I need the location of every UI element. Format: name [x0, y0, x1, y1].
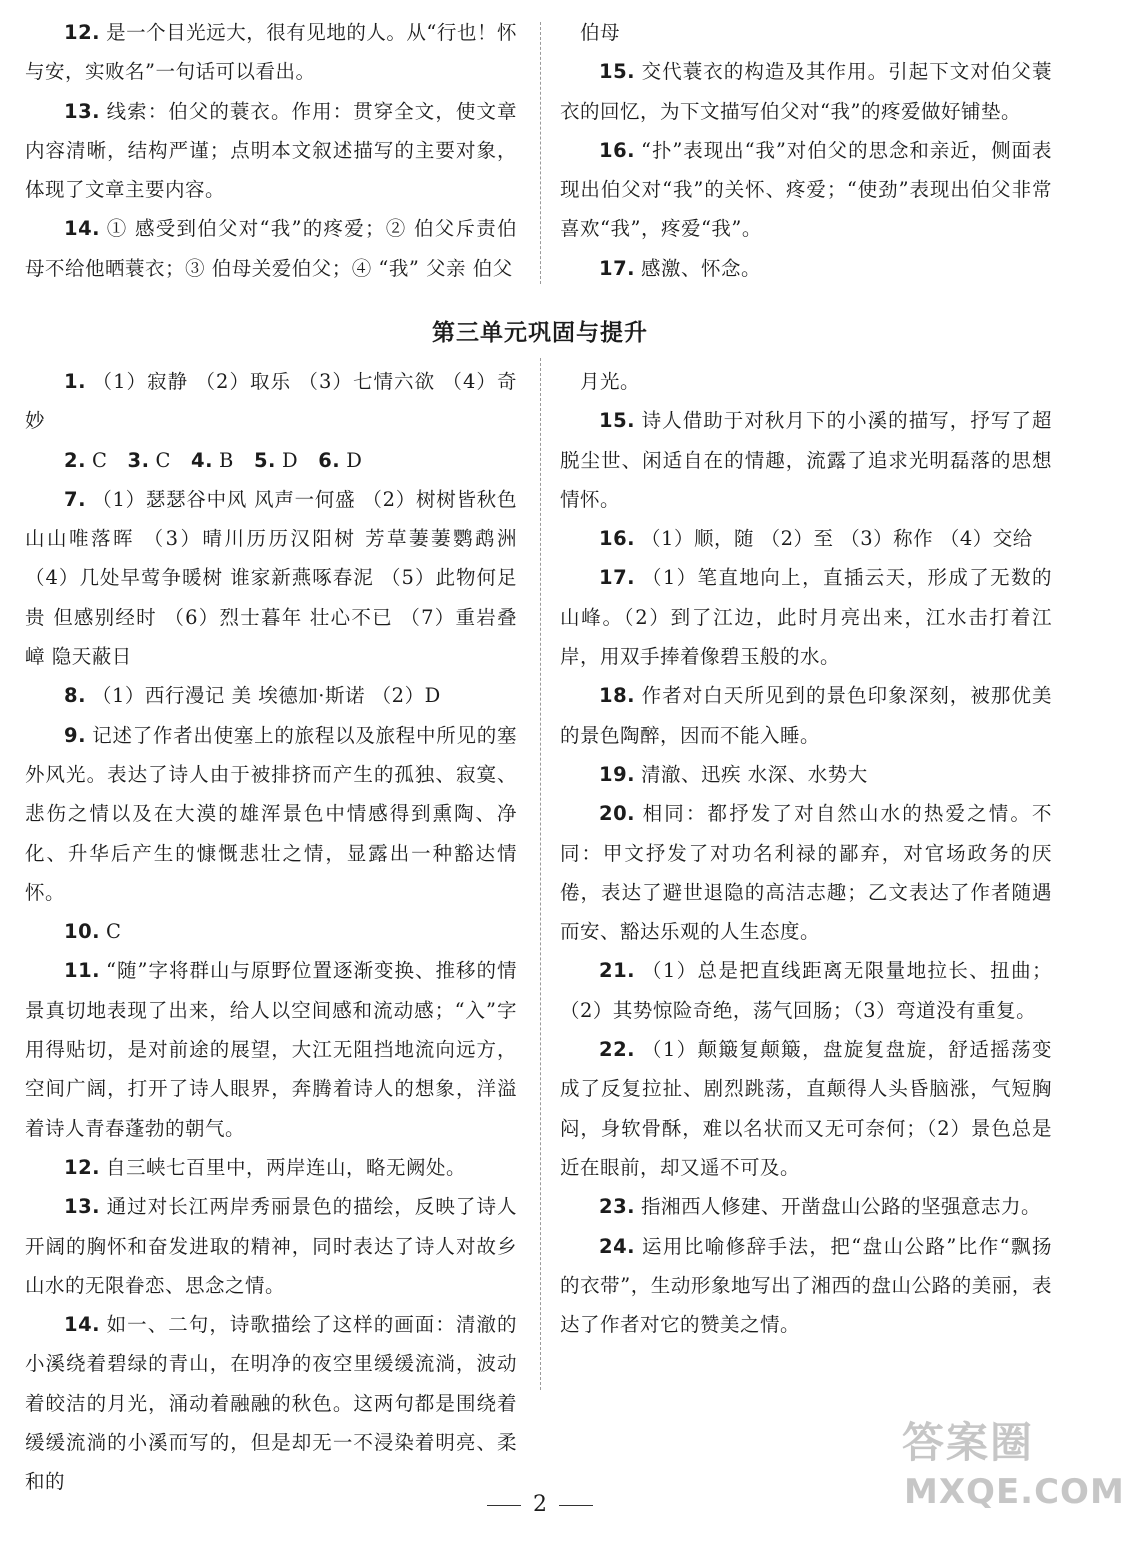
answer-item: 15. 交代蓑衣的构造及其作用。引起下文对伯父蓑衣的回忆，为下文描写伯父对“我”的疼爱做好铺垫。 — [560, 60, 1052, 123]
bottom-right-column — [560, 362, 1052, 1344]
answer-item: 17. （1）笔直地向上，直插云天，形成了无数的山峰。（2）到了江边，此时月亮出来，江水击打着江岸，用双手捧着像碧玉般的水。 — [560, 566, 1052, 669]
watermark-url-text: MXQE.COM — [904, 1472, 1125, 1512]
answer-item: 15. 诗人借助于对秋月下的小溪的描写，抒写了超脱尘世、闲适自在的情趣，流露了追求光明磊落的思想情怀。 — [560, 409, 1052, 511]
answer-item: 22. （1）颠簸复颠簸，盘旋复盘旋，舒适摇荡变成了反复拉扯、剧烈跳荡，直颠得人头昏脑涨，气短胸闷，身软骨酥，难以名状而又无可奈何；（2）景色总是近在眼前，却又遥不可及。 — [560, 1038, 1052, 1179]
answer-item: 13. 线索：伯父的蓑衣。作用：贯穿全文，使文章内容清晰，结构严谨；点明本文叙述描写的主要对象，体现了文章主要内容。 — [25, 99, 517, 202]
answer-item: 12. 自三峡七百里中，两岸连山，略无阙处。 — [64, 1155, 467, 1179]
answer-item: 8. （1）西行漫记 美 埃德加·斯诺 （2）D — [64, 684, 441, 708]
top-right-column — [560, 13, 1052, 288]
answer-item: 20. 相同：都抒发了对自然山水的热爱之情。不同：甲文抒发了对功名利禄的鄙弃，对官场政务的厌倦，表达了避世退隐的高洁志趣；乙文表达了作者随遇而安、豁达乐观的人生态度。 — [560, 802, 1052, 944]
answer-item: 14. 如一、二句，诗歌描绘了这样的画面：清澈的小溪绕着碧绿的青山，在明净的夜空里缓缓流淌，波动着皎洁的月光，涌动着融融的秋色。这两句都是围绕着缓缓流淌的小溪而写的，但是却无一不浸染着明亮、柔和的 — [25, 1313, 517, 1494]
answer-item: 13. 通过对长江两岸秀丽景色的描绘，反映了诗人开阔的胸怀和奋发进取的精神，同时表达了诗人对故乡山水的无限眷恋、思念之情。 — [25, 1195, 517, 1297]
answer-item: 19. 清澈、迅疾 水深、水势大 — [599, 762, 868, 786]
answer-item: 16. （1）顺，随 （2）至 （3）称作 （4）交给 — [599, 527, 1033, 551]
column-divider-top — [540, 22, 541, 284]
answer-item: 9. 记述了作者出使塞上的旅程以及旅程中所见的塞外风光。表达了诗人由于被排挤而产生的孤独、寂寞、悲伤之情以及在大漠的雄浑景色中情感得到熏陶、净化、升华后产生的慷慨悲壮之情，显露出一种豁达情怀。 — [25, 723, 517, 904]
answer-item: 14. ① 感受到伯父对“我”的疼爱；② 伯父斥责伯母不给他晒蓑衣；③ 伯母关爱伯父；④ “我” 父亲 伯父 — [25, 217, 517, 280]
answer-item: 24. 运用比喻修辞手法，把“盘山公路”比作“飘扬的衣带”，生动形象地写出了湘西的盘山公路的美丽，表达了作者对它的赞美之情。 — [560, 1234, 1052, 1337]
answer-item: 11. “随”字将群山与原野位置逐渐变换、推移的情景真切地表现了出来，给人以空间感和流动感；“入”字用得贴切，是对前途的展望，大江无阻挡地流向远方，空间广阔，打开了诗人眼界，奔腾着诗人的想象，洋溢着诗人青春蓬勃的朝气。 — [25, 959, 517, 1140]
page-number-dash-right — [559, 1505, 593, 1506]
answer-item: 17. 感激、怀念。 — [599, 256, 762, 280]
answer-item-multi: 2. C 3. C 4. B 5. D 6. D — [64, 448, 363, 472]
answer-item: 21. （1）总是把直线距离无限量地拉长、扭曲；（2）其势惊险奇绝，荡气回肠；（3）弯道没有重复。 — [560, 959, 1052, 1022]
page-number-dash-left — [487, 1505, 521, 1506]
answer-item: 10. C — [64, 920, 122, 944]
column-divider-bottom — [540, 358, 541, 1390]
answer-item: 18. 作者对白天所见到的景色印象深刻，被那优美的景色陶醉，因而不能入睡。 — [560, 684, 1052, 747]
answer-item: 12. 是一个目光远大，很有见地的人。从“行也！怀与安，实败名”一句话可以看出。 — [25, 21, 517, 84]
answer-item: 1. （1）寂静 （2）取乐 （3）七情六欲 （4）奇妙 — [25, 370, 517, 433]
top-left-column — [25, 13, 517, 288]
answer-item: 23. 指湘西人修建、开凿盘山公路的坚强意志力。 — [599, 1195, 1042, 1219]
answer-item: 16. “扑”表现出“我”对伯父的思念和亲近，侧面表现出伯父对“我”的关怀、疼爱；“使劲”表现出伯父非常喜欢“我”，疼爱“我”。 — [560, 138, 1052, 241]
watermark-main-text: 答案圈 — [902, 1418, 1035, 1467]
page-number: 2 — [0, 1492, 1080, 1517]
answer-continuation: 伯母 — [580, 21, 621, 44]
section-title: 第三单元巩固与提升 — [432, 320, 648, 346]
answer-item: 7. （1）瑟瑟谷中风 风声一何盛 （2）树树皆秋色 山山唯落晖 （3）晴川历历汉阳树 芳草萋萋鹦鹉洲 （4）几处早莺争暖树 谁家新燕啄春泥 （5）此物何足贵 但感别经时 （6）烈士暮年 壮心不已 （7）重岩叠嶂 隐天蔽日 — [25, 487, 517, 669]
watermark-logo — [900, 1410, 1125, 1535]
bottom-left-column — [25, 362, 517, 1502]
answer-continuation: 月光。 — [580, 370, 641, 393]
